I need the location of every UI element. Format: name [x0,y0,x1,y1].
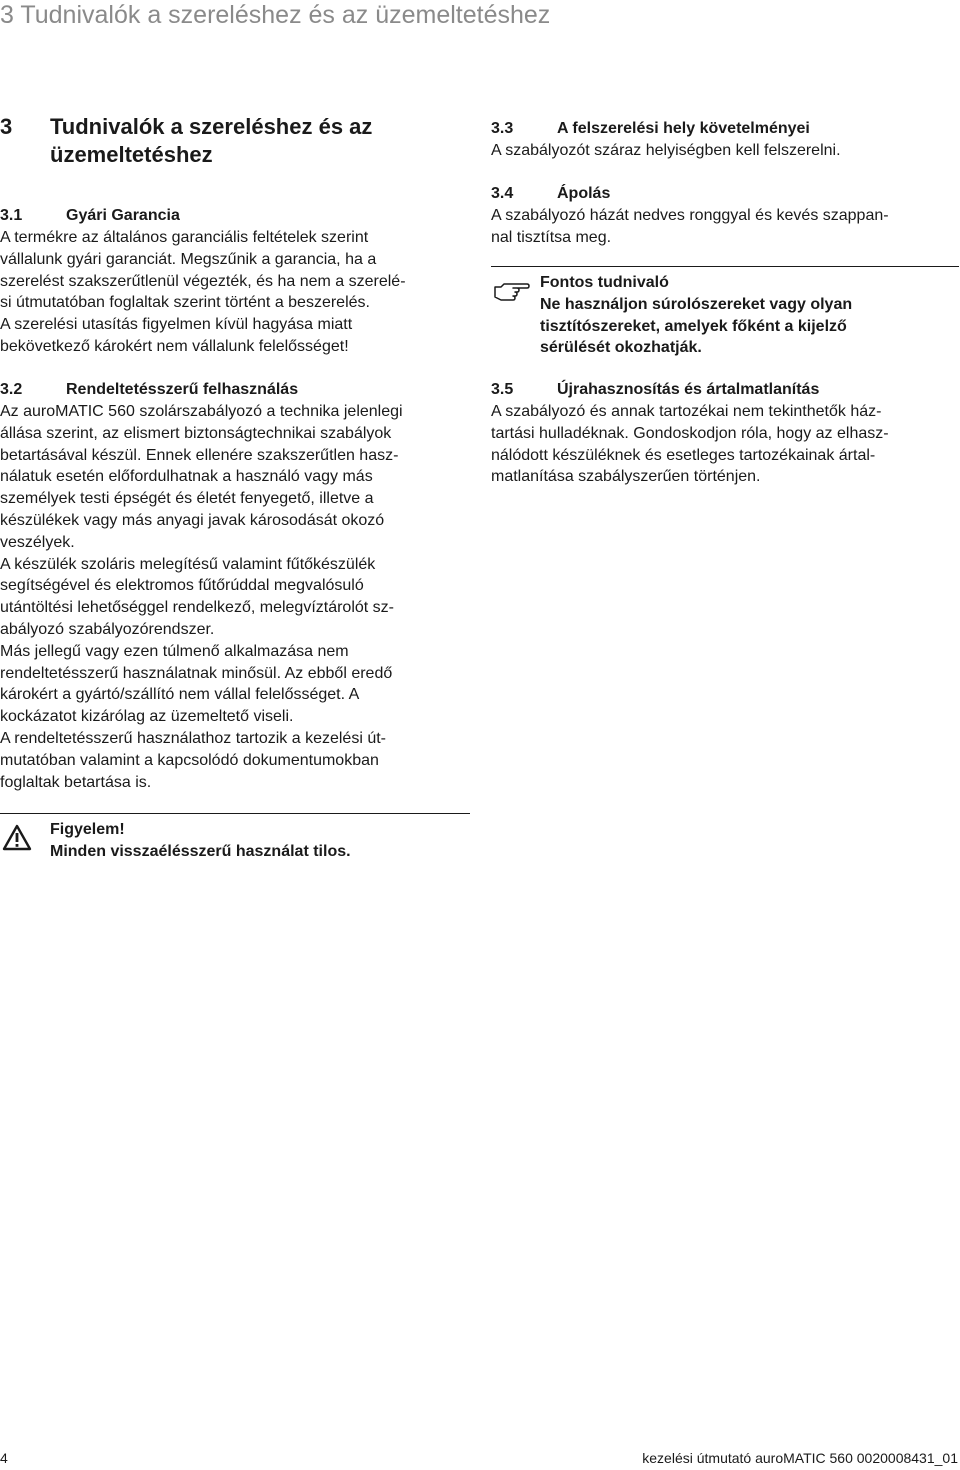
document-reference: kezelési útmutató auroMATIC 560 0020008431_01 [642,1450,958,1466]
warning-text [50,819,351,863]
section-heading [0,205,470,227]
text-line: szerelést szakszerűtlenül végezték, és ha nem a szerelé- [0,272,406,290]
section-number: 3.3 [491,120,514,137]
text-line: személyek testi épségét és életét fenyegető, illetve a [0,490,374,508]
section-heading [0,379,470,401]
section-3-1 [0,205,470,358]
text-line: matlanítása szabályszerűen történjen. [491,468,761,486]
text-line: mutatóban valamint a kapcsolódó dokumentumokban [0,751,379,769]
section-title: Újrahasznosítás és ártalmatlanítás [557,381,820,398]
warning-icon [2,824,32,851]
text-line: A szerelési utasítás figyelmen kívül hagyása miatt [0,316,353,334]
text-line: A termékre az általános garanciális feltételek szerint [0,229,369,246]
chapter-title-line2: üzemeltetéshez [50,142,213,167]
warning-notice [0,813,470,864]
section-title: Gyári Garancia [66,207,180,224]
text-line: Más jellegű vagy ezen túlmenő alkalmazása nem [0,642,349,660]
section-title: A felszerelési hely követelményei [557,120,810,137]
chapter-number: 3 [0,114,13,139]
text-line: A rendeltetésszerű használathoz tartozik a kezelési út- [0,729,386,747]
text-line: A szabályozó házát nedves ronggyal és kevés szappan- [491,207,889,224]
page-number: 4 [0,1450,8,1466]
text-line: Az auroMATIC 560 szolárszabályozó a technika jelenlegi [0,403,403,420]
section-heading [491,118,959,140]
note-body [540,294,852,359]
text-line: károkért a gyártó/szállító nem vállal felelősséget. A [0,686,360,704]
text-line: foglaltak betartása is. [0,773,152,791]
text-line: állása szerint, az elismert biztonságtechnikai szabályok [0,424,392,442]
section-3-4 [491,183,959,249]
section-3-2 [0,379,470,793]
section-heading [491,379,959,401]
section-3-4-body [491,205,959,249]
warning-heading: Figyelem! [50,821,125,838]
warning-message: Minden visszaélésszerű használat tilos. [50,842,351,860]
text-line: veszélyek. [0,533,75,551]
text-line: tisztítószereket, amelyek főként a kijelző [540,317,847,335]
section-number: 3.1 [0,207,23,224]
section-3-5 [491,379,959,488]
text-line: bekövetkező károkért nem vállalunk felelősséget! [0,337,349,355]
text-line: segítségével és elektromos fűtőrúddal megvalósuló [0,577,364,595]
text-line: tartási hulladéknak. Gondoskodjon róla, hogy az elhasz- [491,424,889,442]
pointing-hand-icon [493,279,531,301]
text-line: si útmutatóban foglaltak szerint történt a beszerelés. [0,294,370,312]
text-line: sérülését okozhatják. [540,339,702,357]
note-heading: Fontos tudnivaló [540,274,669,291]
section-heading [491,183,959,205]
section-title: Ápolás [557,185,611,202]
section-3-1-body [0,227,470,358]
section-number: 3.4 [491,185,514,202]
text-line: utántöltési lehetőséggel rendelkező, melegvíztárolót sz- [0,599,394,617]
text-line: rendeltetésszerű használatnak minősül. Az ebből eredő [0,664,393,682]
text-line: nálódott készüléknek és esetleges tartozékainak ártal- [491,446,876,464]
text-line: betartásával készül. Ennek ellenére szakszerűtlen hasz- [0,446,399,464]
text-line: vállalunk gyári garanciát. Megszűnik a garancia, ha a [0,250,377,268]
text-line: A szabályozó és annak tartozékai nem tekinthetők ház- [491,403,882,420]
chapter-title [0,113,470,169]
text-line: abályozó szabályozórendszer. [0,620,215,638]
section-3-2-body [0,401,470,793]
text-line: kockázatot kizárólag az üzemeltető viseli. [0,708,294,726]
section-3-3-body [491,140,959,162]
section-title: Rendeltetésszerű felhasználás [66,381,299,398]
text-line: Ne használjon súrolószereket vagy olyan [540,295,853,313]
section-number: 3.5 [491,381,514,398]
text-line: készülékek vagy más anyagi javak károsodását okozó [0,511,385,529]
section-3-5-body [491,401,959,488]
text-line: A készülék szoláris melegítésű valamint fűtőkészülék [0,555,376,573]
text-line: A szabályozót száraz helyiségben kell felszerelni. [491,142,841,159]
chapter-title-line1: Tudnivalók a szereléshez és az [50,114,373,139]
running-header: 3 Tudnivalók a szereléshez és az üzemeltetéshez [0,1,551,29]
note-text [540,272,852,359]
text-line: nálatuk esetén előfordulhatnak a használó vagy más [0,468,373,486]
section-3-3 [491,118,959,162]
section-number: 3.2 [0,381,23,398]
text-line: nal tisztítsa meg. [491,228,612,246]
important-note [491,266,959,363]
